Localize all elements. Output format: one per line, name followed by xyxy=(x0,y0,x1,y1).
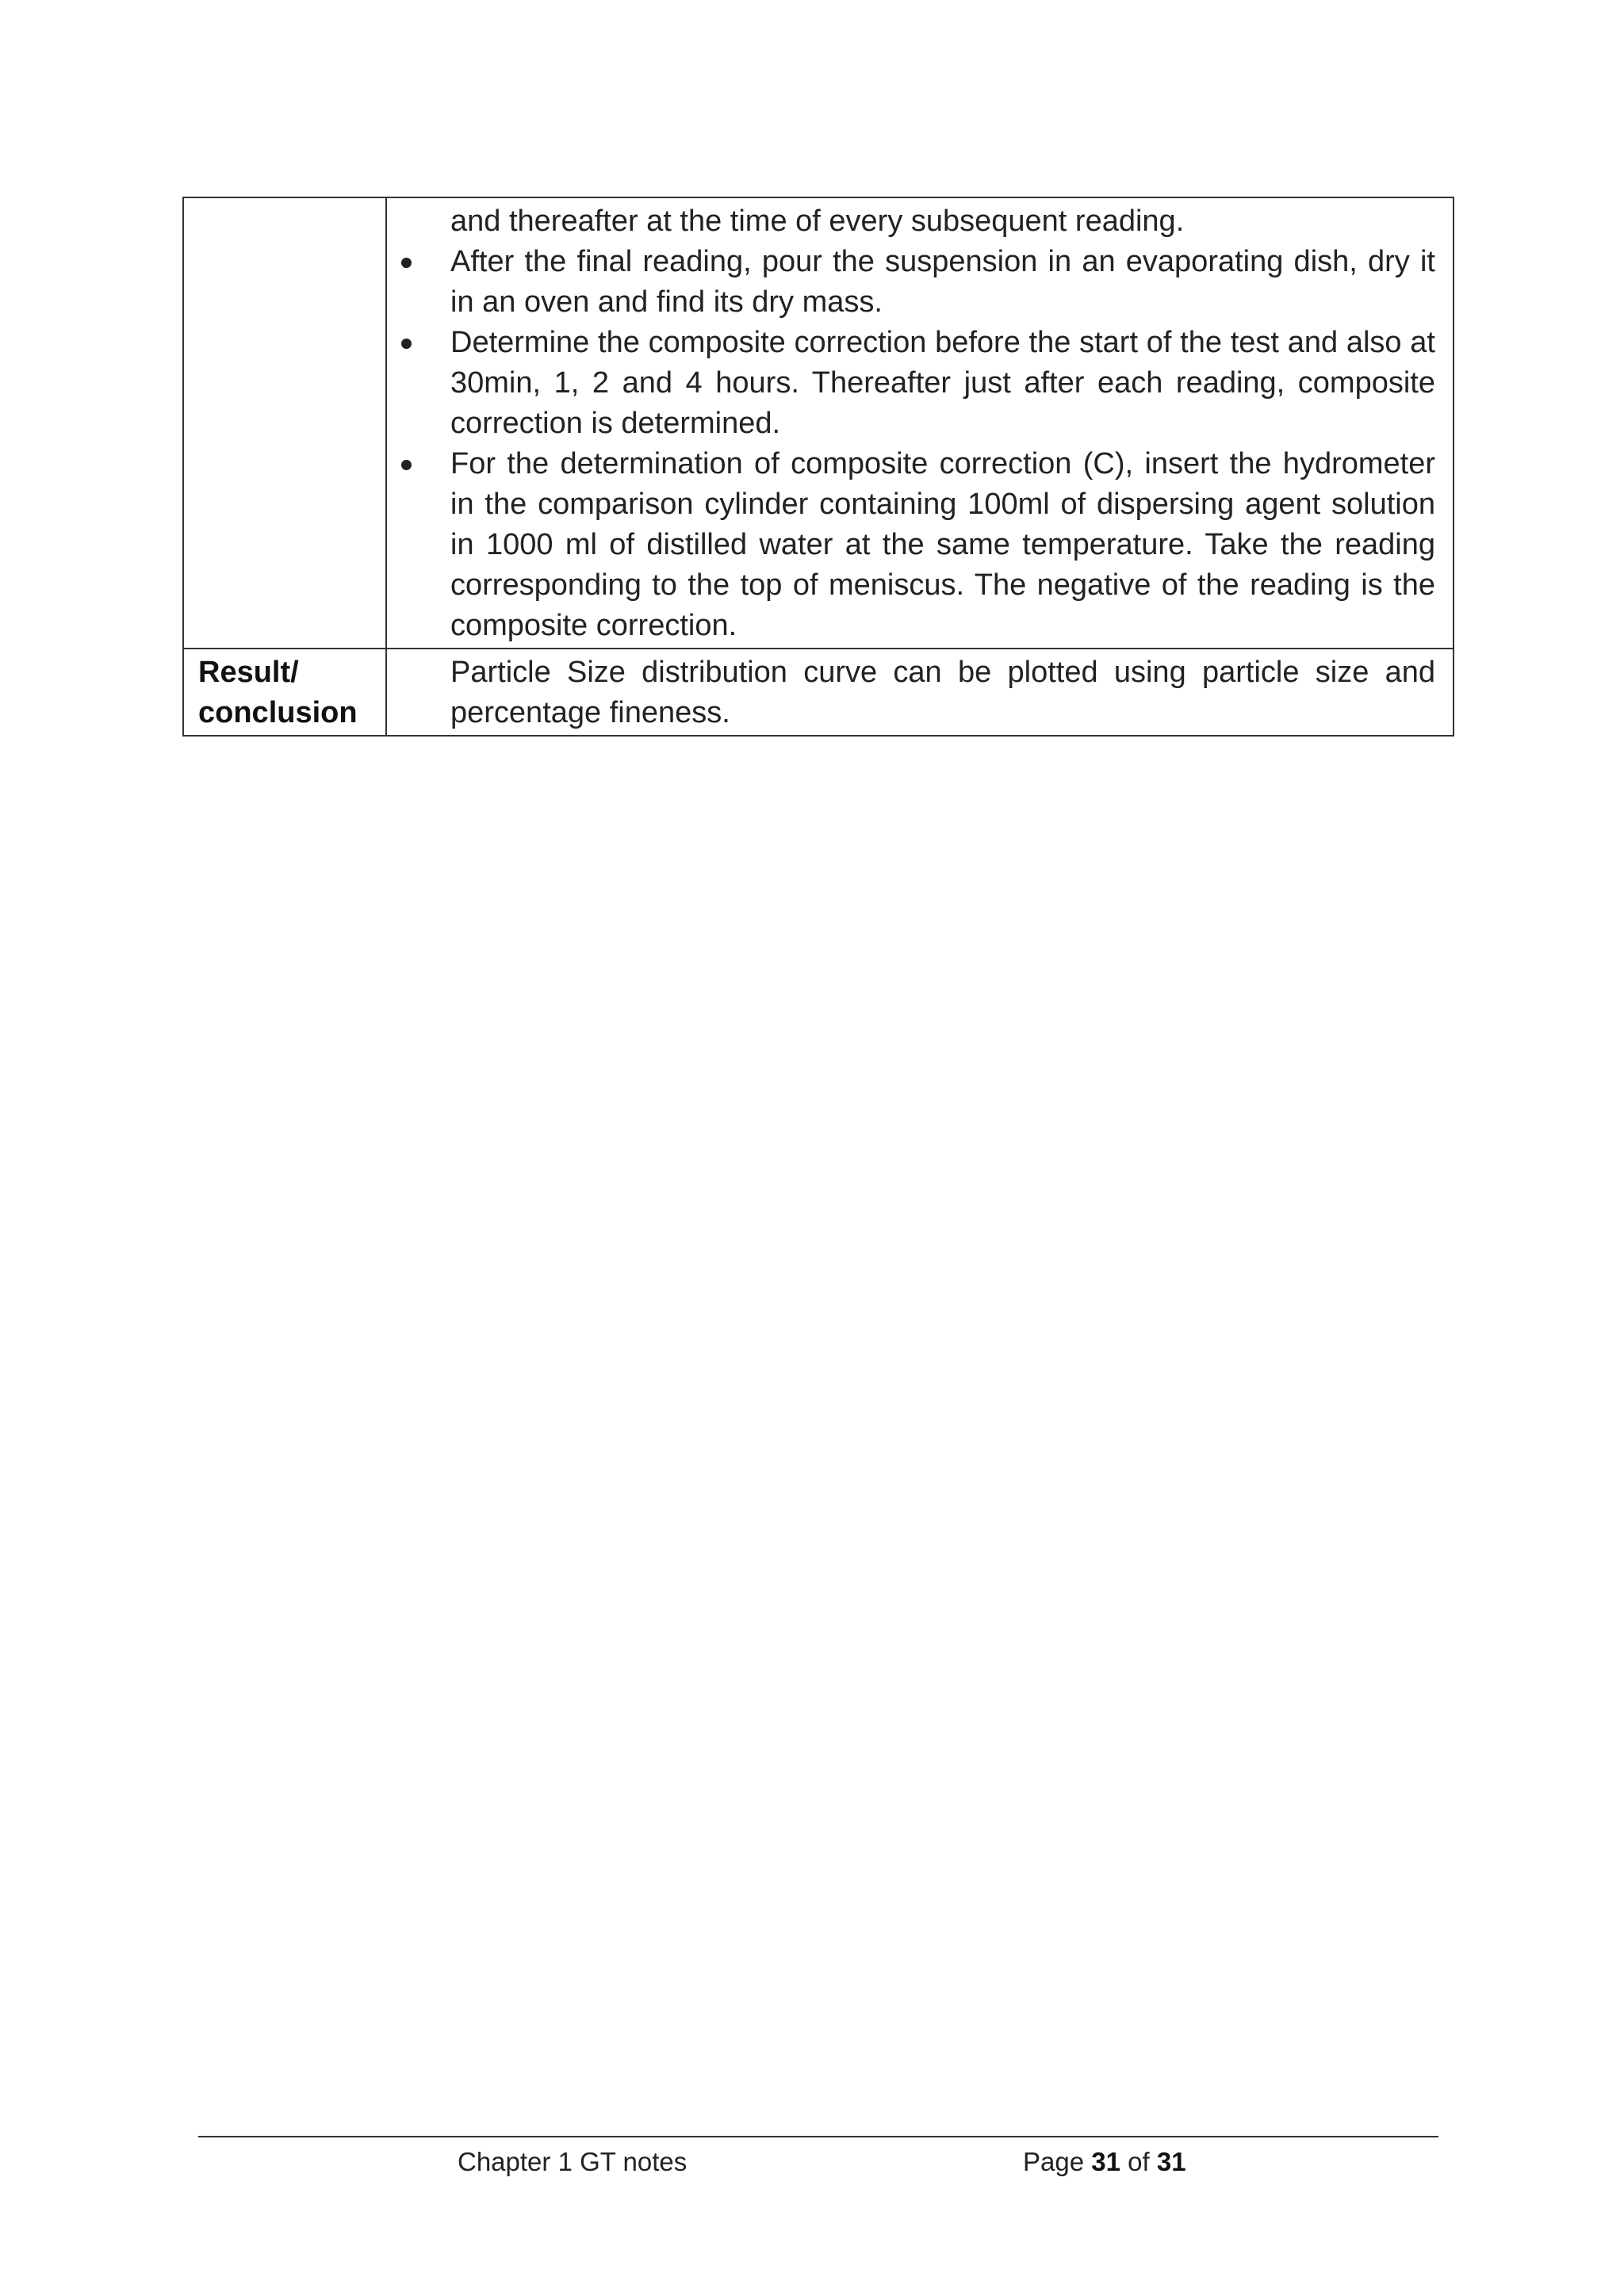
bullet-icon xyxy=(401,258,412,268)
result-content-cell xyxy=(386,649,1454,736)
continuation-text: and thereafter at the time of every subsequent reading. xyxy=(450,205,1185,238)
row-label-line: Result/ xyxy=(198,656,299,689)
bullet-item-composite-method xyxy=(387,444,1435,646)
table-row-result xyxy=(183,649,1454,736)
procedure-content-cell xyxy=(386,197,1454,649)
footer-divider xyxy=(198,2136,1438,2137)
page-total: 31 xyxy=(1156,2147,1186,2176)
footer-page-number xyxy=(1023,2145,1186,2179)
bullet-icon xyxy=(401,339,412,349)
bullet-text: Determine the composite correction before the start of the test and also at 30min, 1, 2 and 4 hours. Thereafter just after each reading, composite correction is determined. xyxy=(450,326,1435,440)
row-label-empty xyxy=(183,197,386,649)
bullet-text: After the final reading, pour the suspension in an evaporating dish, dry it in an oven and find its dry mass. xyxy=(450,245,1435,319)
procedure-table xyxy=(182,197,1454,737)
bullet-item-composite-timing xyxy=(387,323,1435,444)
footer-chapter-title: Chapter 1 GT notes xyxy=(458,2147,688,2176)
bullet-icon xyxy=(401,460,412,470)
page-current: 31 xyxy=(1091,2147,1120,2176)
page-prefix: Page xyxy=(1023,2147,1085,2176)
result-text: Particle Size distribution curve can be plotted using particle size and percentage fineness. xyxy=(450,656,1435,729)
bullet-item-dry-mass xyxy=(387,242,1435,323)
row-label-line: conclusion xyxy=(198,696,358,729)
table-row-procedure-continued xyxy=(183,197,1454,649)
row-label-result xyxy=(183,649,386,736)
bullet-text: For the determination of composite correction (C), insert the hydrometer in the comparison cylinder containing 100ml of dispersing agent solution in 1000 ml of distilled water at the same temperature. Take the reading corresponding to the top of meniscus. The negative of the reading is the composite correction. xyxy=(450,447,1435,642)
page-of: of xyxy=(1128,2147,1150,2176)
